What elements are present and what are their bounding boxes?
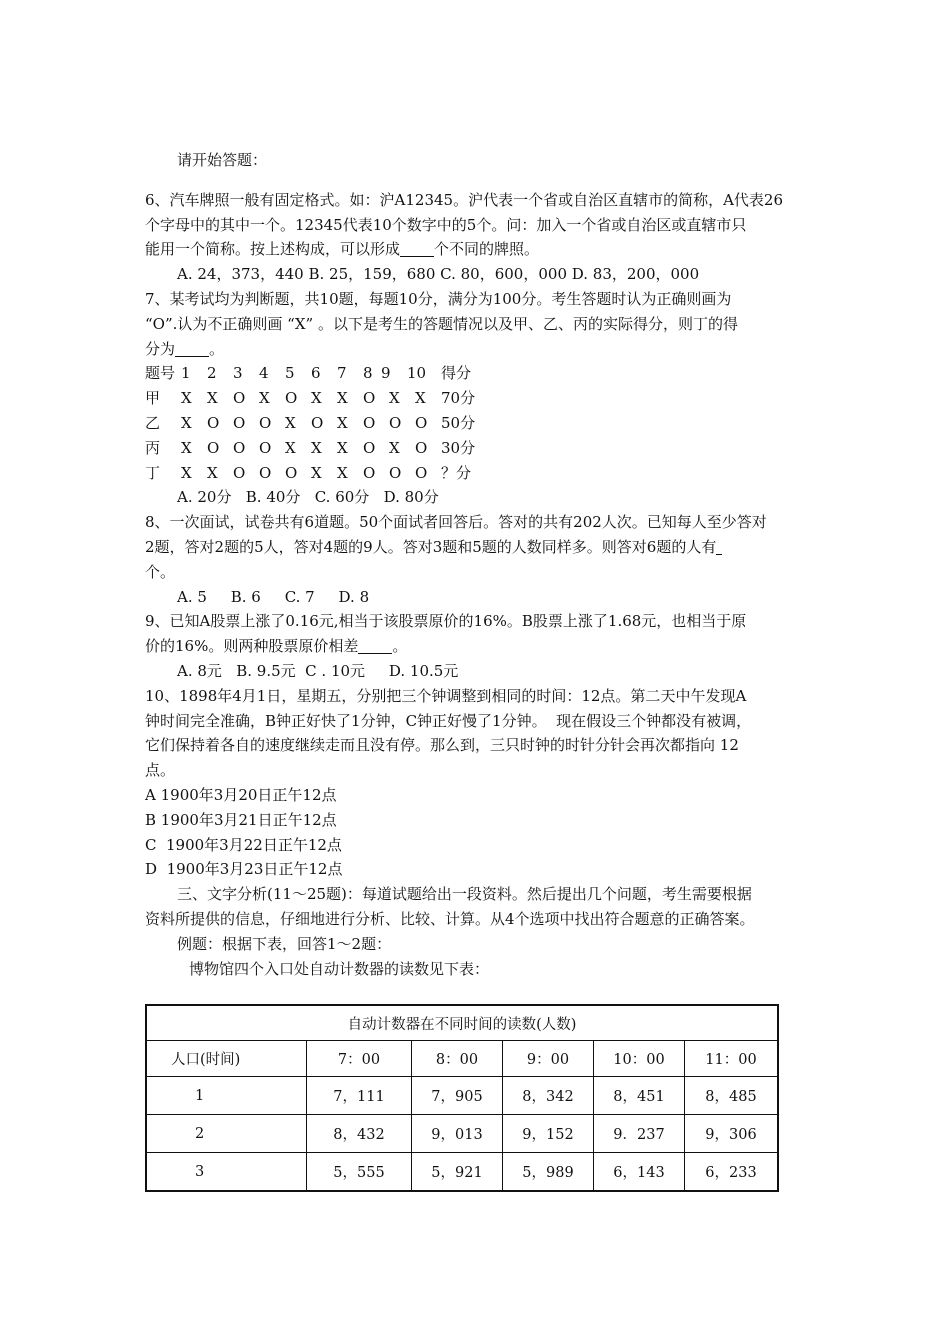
document-body: [145, 148, 815, 981]
table-row: [146, 1153, 778, 1192]
example-line: 例题：根据下表，回答1～2题：: [177, 934, 392, 953]
table-cell-entry: 3: [146, 1153, 307, 1192]
q7-options: A. 20分 B. 40分 C. 60分 D. 80分: [177, 488, 439, 507]
table-row: [146, 1077, 778, 1115]
table-time-header: 7：00: [307, 1041, 412, 1077]
q10-option-c: C 1900年3月22日正午12点: [145, 835, 342, 854]
intro-line: 请开始答题：: [177, 151, 268, 169]
table-time-header: 9：00: [503, 1041, 594, 1077]
q10-option-d: D 1900年3月23日正午12点: [145, 860, 343, 879]
table-cell: 8，432: [307, 1115, 412, 1153]
q10-line-4: 点。: [145, 761, 176, 780]
table-cell: 8，342: [503, 1077, 594, 1115]
table-cell: 9，306: [685, 1115, 779, 1153]
q7-answer-blank: [175, 340, 209, 357]
q7-line-2: “O”.认为不正确则画 “X” 。以下是考生的答题情况以及甲、乙、丙的实际得分，则丁的得: [145, 314, 738, 333]
table-cell: 5，989: [503, 1153, 594, 1192]
table-cell: 9，152: [503, 1115, 594, 1153]
q9-line-1: 9、已知A股票上涨了0.16元,相当于该股票原价的16%。B股票上涨了1.68元，也相当于原: [145, 612, 747, 631]
question-8: [145, 510, 815, 609]
question-9: [145, 609, 815, 683]
q6-line-1: 6、汽车牌照一般有固定格式。如：沪A12345。沪代表一个省或自治区直辖市的简称，A代表26: [145, 190, 784, 209]
table-cell: 5，921: [412, 1153, 503, 1192]
q7-grid-row: 乙 X O O O X O X O O O 50分: [145, 413, 476, 432]
counter-table: [145, 1004, 779, 1192]
table-cell: 9．237: [594, 1115, 685, 1153]
table-row: [146, 1115, 778, 1153]
q7-grid-header: 题号 1 2 3 4 5 6 7 8 9 10 得分: [145, 364, 472, 383]
q8-line-2: 2题，答对2题的5人，答对4题的9人。答对3题和5题的人数同样多。则答对6题的人有: [145, 535, 815, 560]
section3-line-1: 三、文字分析(11～25题)：每道试题给出一段资料。然后提出几个问题，考生需要根据: [177, 885, 752, 904]
table-caption: 博物馆四个入口处自动计数器的读数见下表：: [189, 959, 490, 978]
q6-line-3: 能用一个简称。按上述构成，可以形成 个不同的牌照。: [145, 240, 540, 259]
q7-line-1: 7、某考试均为判断题，共10题，每题10分，满分为100分。考生答题时认为正确则画为: [145, 289, 732, 308]
table-cell: 9，013: [412, 1115, 503, 1153]
table-cell: 6，143: [594, 1153, 685, 1192]
q7-grid-row: 丙 X O O O X X X O X O 30分: [145, 438, 476, 457]
table-cell: 7，905: [412, 1077, 503, 1115]
q8-answer-blank: [716, 538, 722, 555]
table-cell: 7，111: [307, 1077, 412, 1115]
q8-line-1: 8、一次面试，试卷共有6道题。50个面试者回答后。答对的共有202人次。已知每人至少答对: [145, 513, 767, 532]
q10-line-2: 钟时间完全准确，B钟正好快了1分钟，C钟正好慢了1分钟。 现在假设三个钟都没有被调，: [145, 711, 752, 730]
question-7: [145, 287, 815, 510]
table-cell: 6，233: [685, 1153, 779, 1192]
q6-line-2: 个字母中的其中一个。12345代表10个数字中的5个。问：加入一个省或自治区或直辖市只: [145, 215, 747, 234]
table-time-header: 11：00: [685, 1041, 779, 1077]
section3-line-2: 资料所提供的信息，仔细地进行分析、比较、计算。从4个选项中找出符合题意的正确答案。: [145, 909, 755, 928]
q7-line-3: 分为 。: [145, 339, 225, 358]
table-cell-entry: 2: [146, 1115, 307, 1153]
section-3: [145, 882, 815, 981]
table-time-header: 8：00: [412, 1041, 503, 1077]
q10-option-a: A 1900年3月20日正午12点: [145, 785, 337, 804]
q6-options: A. 24，373，440 B. 25，159，680 C. 80，600，000 D. 83，200，000: [177, 265, 700, 284]
table-cell: 8，485: [685, 1077, 779, 1115]
q10-line-3: 它们保持着各自的速度继续走而且没有停。那么到，三只时钟的时针分针会再次都指向 12: [145, 736, 739, 755]
q9-options: A. 8元 B. 9.5元 C . 10元 D. 10.5元: [177, 661, 459, 680]
q7-grid-row: 甲 X X O X O X X O X X 70分: [145, 389, 476, 408]
q10-option-b: B 1900年3月21日正午12点: [145, 810, 337, 829]
q8-options: A. 5 B. 6 C. 7 D. 8: [177, 587, 370, 606]
table-row-header: 人口(时间): [146, 1041, 307, 1077]
table-cell: 8，451: [594, 1077, 685, 1115]
question-10: [145, 684, 815, 882]
table-cell: 5，555: [307, 1153, 412, 1192]
q6-answer-blank: [400, 240, 434, 257]
question-6: [145, 188, 815, 287]
table-cell-entry: 1: [146, 1077, 307, 1115]
q9-answer-blank: [358, 637, 392, 654]
q7-grid-row: 丁 X X O O O X X O O O ？分: [145, 463, 472, 482]
q10-line-1: 10、1898年4月1日，星期五，分别把三个钟调整到相同的时间：12点。第二天中午发现A: [145, 686, 747, 705]
table-top-header: 自动计数器在不同时间的读数(人数): [146, 1005, 778, 1041]
q8-line-3: 个。: [145, 562, 176, 581]
table-time-header: 10：00: [594, 1041, 685, 1077]
q9-line-2: 价的16%。则两种股票原价相差 。: [145, 637, 408, 656]
